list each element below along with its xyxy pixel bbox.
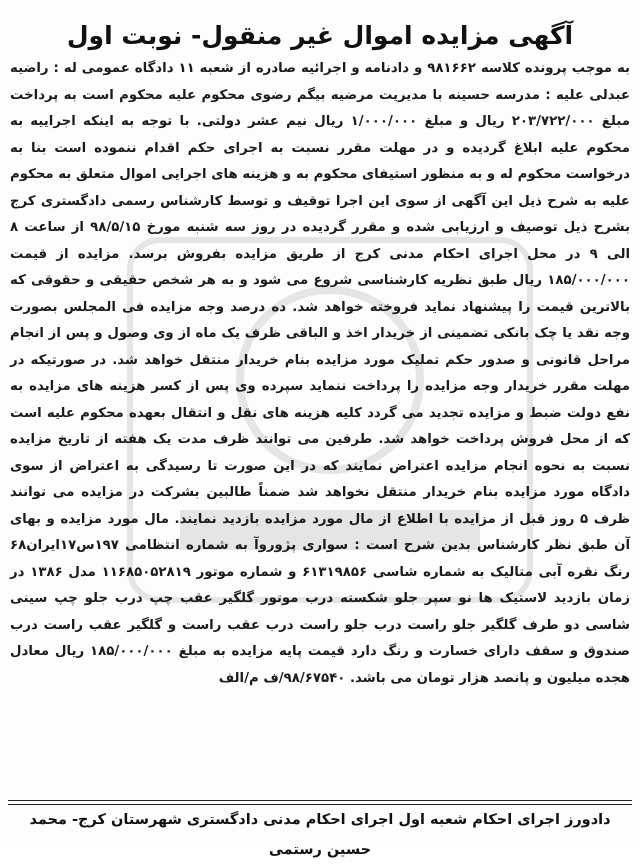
notice-title: آگهی مزایده اموال غیر منقول- نوبت اول	[66, 21, 574, 50]
notice-signature	[8, 800, 632, 865]
signature-divider	[8, 804, 632, 805]
signature-text: دادورز اجرای احکام شعبه اول اجرای احکام مدنی دادگستری شهرستان کرج- محمد حسین رستمی	[29, 812, 611, 858]
notice-body: به موجب پرونده کلاسه ۹۸۱۶۶۲ و دادنامه و اجرائیه صادره از شعبه ۱۱ دادگاه عمومی له : راضیه عبدلی علیه : مدرسه حسینه با مدیریت مرضیه بیگم رضوی محکوم علیه محکوم است به پرداخت مبلغ ۲۰۳/۷۲۲/۰۰۰ ریال و مبلغ ۱/۰۰۰/۰۰۰ ریال نیم عشر دولتی. با توجه به اینکه اجراییه به محکوم علیه ابلاغ گردیده و در مهلت مقرر نسبت به اجرای حکم اقدام ننموده است بنا به درخواست محکوم له و به منظور استیفای محکوم به و هزینه های اجرایی اموال متعلق به محکوم علیه به شرح ذیل این آگهی از سوی این اجرا توقیف و توسط کارشناس رسمی دادگستری کرج بشرح ذیل توصیف و ارزیابی شده و مقرر گردیده در روز سه شنبه مورخ ۹۸/۵/۱۵ از ساعت ۸ الی ۹ در محل اجرای احکام مدنی کرج از طریق مزایده بفروش برسد. مزایده از قیمت ۱۸۵/۰۰۰/۰۰۰ ریال طبق نظریه کارشناسی شروع می شود و به هر شخص حقیقی و حقوقی که بالاترین قیمت را پیشنهاد نماید فروخته خواهد شد. ده درصد وجه مزایده فی المجلس بصورت وجه نقد یا چک بانکی تضمینی از خریدار اخذ و الباقی ظرف یک ماه از وی وصول و پس از انجام مراحل قانونی و صدور حکم تملیک مورد مزایده بنام خریدار منتقل خواهد شد. در صورتیکه در مهلت مقرر خریدار وجه مزایده را پرداخت ننماید سپرده وی پس از کسر هزینه های مزایده به نفع دولت ضبط و مزایده تجدید می گردد کلیه هزینه های نقل و انتقال بعهده محکوم علیه است که از محل فروش پرداخت خواهد شد. طرفین می توانند ظرف مدت یک هفته از تاریخ مزایده نسبت به نحوه انجام مزایده اعتراض نمایند که در این صورت تا رسیدگی به اعتراض از سوی دادگاه مورد مزایده بنام خریدار منتقل نخواهد شد ضمناً طالبین بشرکت در مزایده می توانند ظرف ۵ روز قبل از مزایده با اطلاع از مال مورد مزایده بازدید نمایند. مال مورد مزایده و بهای آن طبق نظر کارشناس بدین شرح است : سواری پژوروآ به شماره انتظامی ۱۹۷س۱۷ایران۶۸ رنگ نقره آبی متالیک به شماره شاسی ۶۱۳۱۹۸۵۶ و شماره موتور ۱۱۶۸۵۰۵۲۸۱۹ مدل ۱۳۸۶ در زمان بازدید لاستیک ها نو سپر جلو شکسته درب موتور گلگیر عقب چپ درب جلو چپ سینی شاسی دو طرف گلگیر جلو راست درب جلو راست درب عقب راست و گلگیر عقب راست درب صندوق و سقف دارای خسارت و رنگ دارد قیمت پایه مزایده به مبلغ ۱۸۵/۰۰۰/۰۰۰ ریال معادل هجده میلیون و پانصد هزار تومان می باشد. ۹۸/۶۷۵۴۰/ف م/الف	[10, 61, 631, 686]
